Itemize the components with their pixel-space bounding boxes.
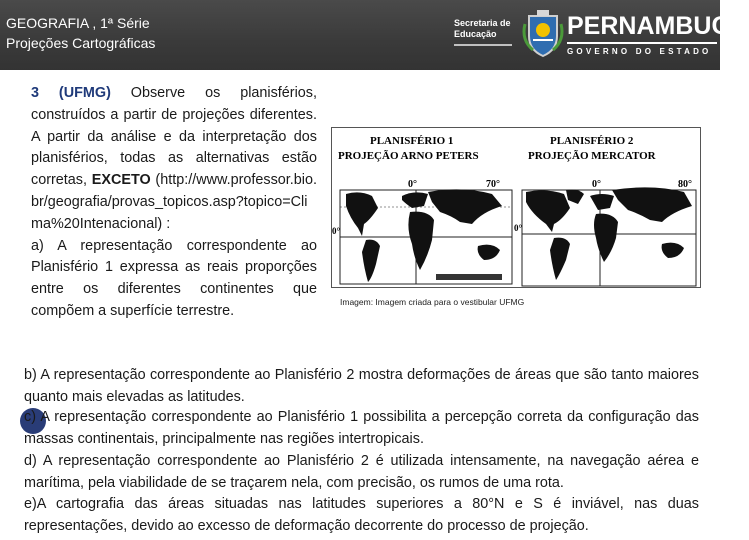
option-c-text: c) A representação correspondente ao Planisfério 1 possibilita a percepção correta da configuração das massas continentais, principalmente nas regiões intertropicais. xyxy=(24,409,699,447)
option-c xyxy=(24,407,699,451)
map1-title: PLANISFÉRIO 1 xyxy=(370,135,454,147)
map2-mercator xyxy=(514,179,696,286)
map2-subtitle: PROJEÇÃO MERCATOR xyxy=(528,150,656,162)
secretaria-line2: Educação xyxy=(454,29,497,39)
question-intro: Observe os planisférios, construídos a partir de projeções diferentes. A partir da análise e da interpretação dos planisférios, todas as alternativas estão corretas, xyxy=(31,85,317,189)
map1-prime-meridian-label: 0° xyxy=(408,179,417,190)
map1-peters xyxy=(332,179,512,284)
maps-svg xyxy=(332,128,702,289)
header-bar xyxy=(0,0,749,70)
option-a: a) A representação correspondente ao Planisfério 1 expressa as reais proporções entre os diferentes continentes que compõem a superfície terrestre. xyxy=(31,237,317,319)
secretaria-line1: Secretaria de xyxy=(454,18,511,28)
secretaria-logo xyxy=(454,18,516,48)
option-b: b) A representação correspondente ao Planisfério 2 mostra deformações de áreas que são tanto maiores quanto mais elevadas as latitudes. xyxy=(24,367,699,405)
planisferios-figure xyxy=(331,127,701,288)
option-d: d) A representação correspondente ao Planisfério 2 é utilizada intensamente, na navegação aérea e marítima, pela viabilidade de se traçarem nela, com precisão, os rumos de uma rota. xyxy=(24,453,699,491)
question-number: 3 (UFMG) xyxy=(31,85,111,101)
map2-equator-label: 0° xyxy=(514,223,523,233)
pernambuco-brand xyxy=(567,12,749,60)
map1-subtitle: PROJEÇÃO ARNO PETERS xyxy=(338,150,479,162)
question-text xyxy=(31,83,317,323)
slide-title xyxy=(6,13,155,53)
secretaria-divider xyxy=(454,44,512,46)
title-subject: GEOGRAFIA , 1ª Série xyxy=(6,15,150,31)
map1-equator-label: 0° xyxy=(332,226,341,236)
brand-subtitle: GOVERNO DO ESTADO xyxy=(567,42,717,57)
map2-latitude-label: 80° xyxy=(678,179,692,190)
question-source: (http://www.professor.bio.br/geografia/provas_topicos.asp?topico=Clima%20Intenacional) : xyxy=(31,172,317,232)
figure-caption: Imagem: Imagem criada para o vestibular UFMG xyxy=(340,297,525,307)
title-topic: Projeções Cartográficas xyxy=(6,35,156,51)
question-except: EXCETO xyxy=(91,172,151,189)
map2-title: PLANISFÉRIO 2 xyxy=(550,135,634,147)
map1-latitude-label: 70° xyxy=(486,179,500,190)
brand-name: PERNAMBUCO xyxy=(567,12,749,40)
map2-prime-meridian-label: 0° xyxy=(592,179,601,190)
coat-of-arms-icon xyxy=(523,10,563,58)
option-e: e)A cartografia das áreas situadas nas latitudes superiores a 80°N e S é inviável, nas duas representações, devido ao excesso de deformação decorrente do processo de projeção. xyxy=(24,496,699,534)
